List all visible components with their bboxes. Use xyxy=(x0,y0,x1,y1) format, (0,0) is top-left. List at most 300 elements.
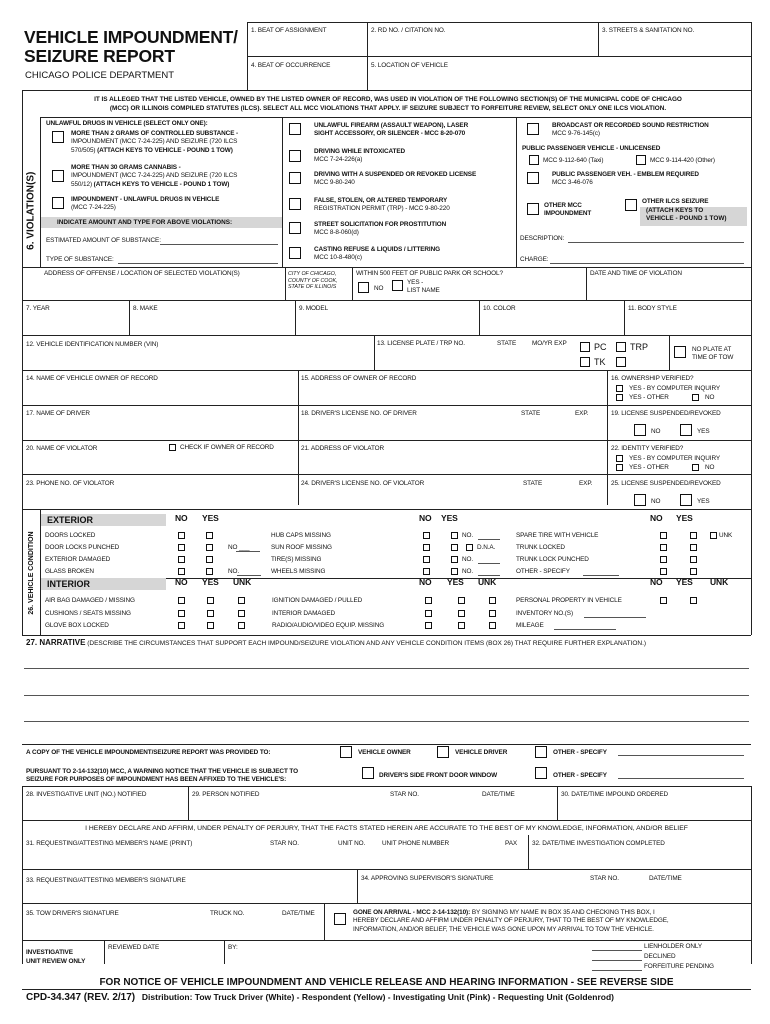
dna-label: D.N.A. xyxy=(477,544,496,551)
divider xyxy=(129,300,130,335)
condition-checkbox[interactable] xyxy=(206,544,213,551)
divider xyxy=(40,509,41,635)
divider xyxy=(40,117,41,267)
condition-checkbox[interactable] xyxy=(451,544,458,551)
condition-item-trunk-punched: TRUNK LOCK PUNCHED xyxy=(516,556,589,563)
condition-item-door-locks: DOOR LOCKS PUNCHED xyxy=(45,544,120,551)
condition-checkbox[interactable] xyxy=(458,597,465,604)
allegation-text: IT IS ALLEGED THAT THE LISTED VEHICLE, OWNED BY THE LISTED OWNER OF RECORD, WAS USED IN VIOLATION OF THE FOLLOWING SECTION(S) OF THE MUNICIPAL CODE OF CHICAGO (MCC) OR ILLINOIS COMPILED STATUTES (ILCS). SELECT ALL MCC VIOLATIONS THAT APPLY. IF SEIZURE SUBJECT TO FORFEITURE REVIEW, SELECT ONLY ONE ILCS VIOLATION. xyxy=(94,96,682,112)
condition-item-radio: RADIO/AUDIO/VIDEO EQUIP. MISSING xyxy=(272,622,385,629)
member-pax-field[interactable]: PAX xyxy=(505,840,518,847)
copy-other-line xyxy=(618,755,744,756)
tk-other-checkbox[interactable] xyxy=(616,357,626,367)
wheels-no-note: NO. xyxy=(462,568,474,575)
door-locks-no-note: NO ___ xyxy=(228,544,250,551)
condition-item-doors: DOORS LOCKED xyxy=(45,532,96,539)
condition-checkbox[interactable] xyxy=(423,544,430,551)
divider xyxy=(528,835,529,869)
condition-item-cushions: CUSHIONS / SEATS MISSING xyxy=(45,610,131,617)
dui-label: DRIVING WHILE INTOXICATED MCC 7-24-226(a) xyxy=(314,148,405,164)
drugs-heading: UNLAWFUL DRUGS IN VEHICLE (SELECT ONLY ONE): xyxy=(46,120,208,127)
condition-checkbox[interactable] xyxy=(690,568,697,575)
divider xyxy=(367,22,368,90)
ownership-no-checkbox[interactable] xyxy=(692,394,699,401)
copy-driver-checkbox[interactable] xyxy=(437,746,449,758)
color-field[interactable]: 10. COLOR xyxy=(483,305,516,312)
violator-suspended-no-label: NO xyxy=(651,498,661,505)
license-suspended-no-checkbox[interactable] xyxy=(634,424,646,436)
plate-state-field[interactable]: STATE xyxy=(497,340,517,347)
no-plate-label: NO PLATE AT TIME OF TOW xyxy=(692,346,734,361)
blank-line xyxy=(478,575,500,576)
condition-checkbox[interactable] xyxy=(178,532,185,539)
condition-checkbox[interactable] xyxy=(451,556,458,563)
condition-checkbox[interactable] xyxy=(458,622,465,629)
narrative-heading: 27. NARRATIVE (DESCRIBE THE CIRCUMSTANCES THAT SUPPORT EACH IMPOUND/SEIZURE VIOLATION AND ANY VEHICLE CONDITION ITEMS (BOX 26) THAT REQUIRE FURTHER EXPLANATION.) xyxy=(26,638,647,647)
condition-checkbox[interactable] xyxy=(206,556,213,563)
copy-owner-checkbox[interactable] xyxy=(340,746,352,758)
condition-item-trunk-locked: TRUNK LOCKED xyxy=(516,544,565,551)
copy-other-label: OTHER - SPECIFY xyxy=(553,749,607,756)
column-header-unk: UNK xyxy=(478,577,497,587)
reviewed-date-field[interactable]: REVIEWED DATE xyxy=(108,944,160,951)
divider xyxy=(22,90,23,635)
interior-heading: INTERIOR xyxy=(41,578,166,590)
condition-item-mileage: MILEAGE xyxy=(516,622,544,629)
prostitution-checkbox[interactable] xyxy=(289,222,301,234)
littering-checkbox[interactable] xyxy=(289,247,301,259)
supervisor-signature-field[interactable]: 34. APPROVING SUPERVISOR'S SIGNATURE xyxy=(361,875,494,882)
check-owner-label: CHECK IF OWNER OF RECORD xyxy=(180,444,274,451)
supervisor-datetime-field[interactable]: DATE/TIME xyxy=(649,875,682,882)
copy-owner-label: VEHICLE OWNER xyxy=(358,749,411,756)
divider xyxy=(188,786,189,820)
condition-checkbox[interactable] xyxy=(238,597,245,604)
column-header-no: NO xyxy=(650,513,663,523)
body-style-field[interactable]: 11. BODY STYLE xyxy=(628,305,677,312)
cannabis-label: MORE THAN 30 GRAMS CANNABIS - IMPOUNDMENT (MCC 7-24-225) AND SEIZURE (720 ILCS 550/12) (ATTACH KEYS TO VEHICLE - POUND 1 TOW) xyxy=(71,164,238,188)
check-owner-checkbox[interactable] xyxy=(169,444,176,451)
condition-checkbox[interactable] xyxy=(425,597,432,604)
controlled-substance-checkbox[interactable] xyxy=(52,131,64,143)
divider xyxy=(607,370,608,505)
condition-checkbox[interactable] xyxy=(178,544,185,551)
taxi-label: MCC 9-112-640 (Taxi) xyxy=(543,157,604,164)
condition-checkbox[interactable] xyxy=(690,597,697,604)
driver-license-state[interactable]: STATE xyxy=(521,410,541,417)
license-plate-field[interactable]: 13. LICENSE PLATE / TRP NO. xyxy=(377,340,465,347)
other-mcc-label: OTHER MCC IMPOUNDMENT xyxy=(544,202,592,218)
forfeiture-label: FORFEITURE PENDING xyxy=(644,963,714,970)
divider xyxy=(357,869,358,903)
tires-no-note: NO. xyxy=(462,556,474,563)
vin-field[interactable]: 12. VEHICLE IDENTIFICATION NUMBER (VIN) xyxy=(26,341,159,348)
condition-item-personal: PERSONAL PROPERTY IN VEHICLE xyxy=(516,597,622,604)
door-window-label: DRIVER'S SIDE FRONT DOOR WINDOW xyxy=(379,772,498,779)
pc-label: PC xyxy=(594,342,607,352)
divider xyxy=(374,335,375,370)
condition-checkbox[interactable] xyxy=(660,556,667,563)
blank-line xyxy=(237,575,261,576)
charge-line xyxy=(550,263,744,264)
ownership-yes-other-checkbox[interactable] xyxy=(616,394,623,401)
violator-suspended-yes-label: YES xyxy=(697,498,710,505)
exterior-heading: EXTERIOR xyxy=(41,514,166,526)
condition-item-tires: TIRE(S) MISSING xyxy=(271,556,322,563)
condition-checkbox[interactable] xyxy=(489,597,496,604)
divider xyxy=(586,267,587,300)
identity-yes-other-label: YES - OTHER xyxy=(629,464,669,471)
trp-label: TRP xyxy=(630,342,648,352)
condition-checkbox[interactable] xyxy=(206,568,213,575)
type-of-substance-field[interactable]: TYPE OF SUBSTANCE: xyxy=(46,256,114,263)
park-no-checkbox[interactable] xyxy=(358,282,369,293)
form-title: VEHICLE IMPOUNDMENT/ SEIZURE REPORT xyxy=(24,27,238,66)
condition-checkbox[interactable] xyxy=(425,622,432,629)
beat-of-assignment-field[interactable]: 1. BEAT OF ASSIGNMENT xyxy=(251,27,327,34)
member-name-field[interactable]: 31. REQUESTING/ATTESTING MEMBER'S NAME (PRINT) xyxy=(26,840,193,847)
firearm-label: UNLAWFUL FIREARM (ASSAULT WEAPON), LASER SIGHT ACCESSORY, OR SILENCER - MCC 8-20-070 xyxy=(314,122,469,138)
condition-checkbox[interactable] xyxy=(660,568,667,575)
driver-license-field[interactable]: 18. DRIVER'S LICENSE NO. OF DRIVER xyxy=(301,410,417,417)
location-of-vehicle-field[interactable]: 5. LOCATION OF VEHICLE xyxy=(371,62,448,69)
blank-line xyxy=(554,629,616,630)
member-star-field[interactable]: STAR NO. xyxy=(270,840,299,847)
violator-phone-field[interactable]: 23. PHONE NO. OF VIOLATOR xyxy=(26,480,115,487)
violations-section-label: 6. VIOLATION(S) xyxy=(25,171,37,250)
tow-datetime-field[interactable]: DATE/TIME xyxy=(282,910,315,917)
divider xyxy=(22,474,751,475)
false-trp-checkbox[interactable] xyxy=(289,198,301,210)
unlawful-drugs-label: IMPOUNDMENT - UNLAWFUL DRUGS IN VEHICLE (MCC 7-24-225) xyxy=(71,196,220,212)
condition-checkbox[interactable] xyxy=(178,597,185,604)
column-header-yes: YES xyxy=(676,513,693,523)
condition-checkbox[interactable] xyxy=(423,532,430,539)
tow-driver-signature-field[interactable]: 35. TOW DRIVER'S SIGNATURE xyxy=(26,910,119,917)
violator-suspended-label: 25. LICENSE SUSPENDED/REVOKED xyxy=(611,480,721,487)
divider xyxy=(282,117,283,267)
amount-heading: INDICATE AMOUNT AND TYPE FOR ABOVE VIOLATIONS: xyxy=(41,217,282,228)
copy-driver-label: VEHICLE DRIVER xyxy=(455,749,508,756)
dui-checkbox[interactable] xyxy=(289,150,301,162)
rd-citation-field[interactable]: 2. RD NO. / CITATION NO. xyxy=(371,27,446,34)
blank-line xyxy=(236,551,260,552)
identity-no-checkbox[interactable] xyxy=(692,464,699,471)
controlled-substance-label: MORE THAN 2 GRAMS OF CONTROLLED SUBSTANCE - IMPOUNDMENT (MCC 7-24-225) AND SEIZURE (720 ILCS 570/505) (ATTACH KEYS TO VEHICLE - POUND 1 TOW) xyxy=(71,130,239,154)
divider xyxy=(285,267,286,300)
condition-item-int-damaged: INTERIOR DAMAGED xyxy=(272,610,336,617)
divider xyxy=(22,820,751,821)
divider xyxy=(22,903,751,904)
divider xyxy=(295,300,296,335)
condition-checkbox[interactable] xyxy=(207,597,214,604)
ownership-verified-label: 16. OWNERSHIP VERIFIED? xyxy=(611,375,694,382)
suspended-license-checkbox[interactable] xyxy=(289,172,301,184)
divider xyxy=(22,509,751,510)
divider xyxy=(247,22,751,23)
ownership-no-label: NO xyxy=(705,394,715,401)
tk-checkbox[interactable] xyxy=(580,357,590,367)
divider xyxy=(669,335,670,370)
divider xyxy=(104,940,105,964)
condition-item-wheels: WHEELS MISSING xyxy=(271,568,326,575)
spare-unk-checkbox[interactable] xyxy=(710,532,717,539)
violator-license-field[interactable]: 24. DRIVER'S LICENSE NO. OF VIOLATOR xyxy=(301,480,425,487)
sound-restriction-label: BROADCAST OR RECORDED SOUND RESTRICTION MCC 9-76-145(c) xyxy=(552,122,709,138)
park-yes-label: YES - LIST NAME xyxy=(407,279,440,294)
violator-name-field[interactable]: 20. NAME OF VIOLATOR xyxy=(26,445,98,452)
forfeiture-line xyxy=(592,970,642,971)
violator-address-field[interactable]: 21. ADDRESS OF VIOLATOR xyxy=(301,445,385,452)
divider xyxy=(22,744,751,745)
identity-yes-ci-label: YES - BY COMPUTER INQUIRY xyxy=(629,455,721,462)
model-field[interactable]: 9. MODEL xyxy=(299,305,329,312)
narrative-line xyxy=(24,695,749,696)
identity-yes-other-checkbox[interactable] xyxy=(616,464,623,471)
affixed-other-line xyxy=(618,778,744,779)
member-signature-field[interactable]: 33. REQUESTING/ATTESTING MEMBER'S SIGNATURE xyxy=(26,877,186,884)
column-header-yes: YES xyxy=(202,513,219,523)
divider xyxy=(352,267,353,300)
condition-checkbox[interactable] xyxy=(207,610,214,617)
condition-checkbox[interactable] xyxy=(425,610,432,617)
driver-name-field[interactable]: 17. NAME OF DRIVER xyxy=(26,410,90,417)
divider xyxy=(22,267,751,268)
supervisor-star-field[interactable]: STAR NO. xyxy=(590,875,619,882)
column-header-no: NO xyxy=(419,577,432,587)
narrative-line xyxy=(24,668,749,669)
condition-checkbox[interactable] xyxy=(238,610,245,617)
suspended-license-label: DRIVING WITH A SUSPENDED OR REVOKED LICENSE MCC 9-80-240 xyxy=(314,171,477,187)
description-field[interactable]: DESCRIPTION: xyxy=(520,235,565,242)
false-trp-label: FALSE, STOLEN, OR ALTERED TEMPORARY REGISTRATION PERMIT (TRP) - MCC 9-80-220 xyxy=(314,197,450,213)
owner-address-field[interactable]: 15. ADDRESS OF OWNER OF RECORD xyxy=(301,375,417,382)
condition-checkbox[interactable] xyxy=(178,556,185,563)
condition-section-label: 26. VEHICLE CONDITION xyxy=(27,531,35,615)
column-header-no: NO xyxy=(175,577,188,587)
divider xyxy=(22,370,751,371)
divider xyxy=(22,300,751,301)
narrative-line xyxy=(24,721,749,722)
spare-unk-label: UNK xyxy=(719,532,733,539)
unlawful-drugs-checkbox[interactable] xyxy=(52,197,64,209)
littering-label: CASTING REFUSE & LIQUIDS / LITTERING MCC 10-8-480(c) xyxy=(314,246,440,262)
condition-checkbox[interactable] xyxy=(178,610,185,617)
ownership-yes-ci-label: YES - BY COMPUTER INQUIRY xyxy=(629,385,721,392)
condition-checkbox[interactable] xyxy=(178,568,185,575)
blank-line xyxy=(478,539,500,540)
other-ilcs-checkbox[interactable] xyxy=(625,199,637,211)
other-mcc-checkbox[interactable] xyxy=(527,203,539,215)
member-unit-field[interactable]: UNIT NO. xyxy=(338,840,366,847)
park-yes-checkbox[interactable] xyxy=(392,280,403,291)
pursuant-text: PURSUANT TO 2-14-132(10) MCC, A WARNING NOTICE THAT THE VEHICLE IS SUBJECT TO SEIZURE FOR PURPOSES OF IMPOUNDMENT HAS BEEN AFFIXED TO THE VEHICLE'S: xyxy=(26,768,298,784)
license-suspended-no-label: NO xyxy=(651,428,661,435)
no-plate-checkbox[interactable] xyxy=(674,346,686,358)
divider xyxy=(224,940,225,964)
ownership-yes-ci-checkbox[interactable] xyxy=(616,385,623,392)
column-header-unk: UNK xyxy=(710,577,729,587)
license-suspended-label: 19. LICENSE SUSPENDED/REVOKED xyxy=(611,410,721,417)
condition-checkbox[interactable] xyxy=(178,622,185,629)
divider xyxy=(22,440,751,441)
dna-checkbox[interactable] xyxy=(466,544,473,551)
estimated-amount-field[interactable]: ESTIMATED AMOUNT OF SUBSTANCE: xyxy=(46,237,161,244)
column-header-no: NO xyxy=(650,577,663,587)
trp-checkbox[interactable] xyxy=(616,342,626,352)
streets-sanitation-field[interactable]: 3. STREETS & SANITATION NO. xyxy=(602,27,695,34)
divider xyxy=(22,786,23,964)
identity-yes-ci-checkbox[interactable] xyxy=(616,455,623,462)
divider xyxy=(40,117,751,118)
tk-label: TK xyxy=(594,357,606,367)
firearm-checkbox[interactable] xyxy=(289,123,301,135)
notified-datetime-field[interactable]: DATE/TIME xyxy=(482,791,515,798)
column-header-yes: YES xyxy=(447,577,464,587)
condition-checkbox[interactable] xyxy=(690,544,697,551)
emblem-checkbox[interactable] xyxy=(527,172,539,184)
condition-checkbox[interactable] xyxy=(489,622,496,629)
condition-item-inventory: INVENTORY NO.(S) xyxy=(516,610,573,617)
declined-label: DECLINED xyxy=(644,953,676,960)
offense-address-field[interactable]: ADDRESS OF OFFENSE / LOCATION OF SELECTED VIOLATION(S) xyxy=(44,270,240,277)
condition-checkbox[interactable] xyxy=(660,532,667,539)
divider xyxy=(751,22,752,90)
pc-checkbox[interactable] xyxy=(580,342,590,352)
condition-checkbox[interactable] xyxy=(451,532,458,539)
driver-license-exp[interactable]: EXP. xyxy=(575,410,589,417)
lienholder-line xyxy=(592,950,642,951)
condition-checkbox[interactable] xyxy=(690,556,697,563)
park-school-question: WITHIN 500 FEET OF PUBLIC PARK OR SCHOOL? xyxy=(356,270,503,277)
sound-restriction-checkbox[interactable] xyxy=(527,123,539,135)
column-header-no: NO xyxy=(419,513,432,523)
other-ilcs-label: OTHER ILCS SEIZURE xyxy=(642,198,709,205)
person-notified-field[interactable]: 29. PERSON NOTIFIED xyxy=(192,791,260,798)
condition-item-glovebox: GLOVE BOX LOCKED xyxy=(45,622,109,629)
narrative-area[interactable] xyxy=(22,648,751,744)
beat-of-occurrence-field[interactable]: 4. BEAT OF OCCURRENCE xyxy=(251,62,331,69)
impound-ordered-field[interactable]: 30. DATE/TIME IMPOUND ORDERED xyxy=(561,791,669,798)
column-header-unk: UNK xyxy=(233,577,252,587)
column-header-yes: YES xyxy=(676,577,693,587)
form-number: CPD-34.347 (REV. 2/17) Distribution: Tow Truck Driver (White) - Respondent (Yellow) - Investigating Unit (Pink) - Requesting Unit (Goldenrod) xyxy=(26,992,614,1003)
door-window-checkbox[interactable] xyxy=(362,767,374,779)
make-field[interactable]: 8. MAKE xyxy=(133,305,158,312)
hub-no-note: NO. xyxy=(462,532,474,539)
copy-provided-label: A COPY OF THE VEHICLE IMPOUNDMENT/SEIZURE REPORT WAS PROVIDED TO: xyxy=(26,749,271,756)
divider xyxy=(298,370,299,505)
divider xyxy=(598,22,599,56)
identity-verified-label: 22. IDENTITY VERIFIED? xyxy=(611,445,684,452)
member-phone-field[interactable]: UNIT PHONE NUMBER xyxy=(382,840,450,847)
ownership-yes-other-label: YES - OTHER xyxy=(629,394,669,401)
violation-datetime-field[interactable]: DATE AND TIME OF VIOLATION xyxy=(590,270,682,277)
condition-checkbox[interactable] xyxy=(458,610,465,617)
condition-item-other-specify: OTHER - SPECIFY xyxy=(516,568,570,575)
divider xyxy=(751,90,752,635)
unlicensed-heading: PUBLIC PASSENGER VEHICLE - UNLICENSED xyxy=(522,145,661,152)
divider xyxy=(751,786,752,964)
investigation-completed-field[interactable]: 32. DATE/TIME INVESTIGATION COMPLETED xyxy=(532,840,665,847)
taxi-checkbox[interactable] xyxy=(529,155,539,165)
condition-checkbox[interactable] xyxy=(660,544,667,551)
divider xyxy=(22,786,751,787)
notice-banner: FOR NOTICE OF VEHICLE IMPOUNDMENT AND VEHICLE RELEASE AND HEARING INFORMATION - SEE REVERSE SIDE xyxy=(99,977,674,988)
blank-line xyxy=(583,575,619,576)
cannabis-checkbox[interactable] xyxy=(52,170,64,182)
divider xyxy=(22,405,751,406)
owner-name-field[interactable]: 14. NAME OF VEHICLE OWNER OF RECORD xyxy=(26,375,158,382)
divider xyxy=(22,989,751,990)
declined-line xyxy=(592,960,642,961)
gone-on-arrival-checkbox[interactable] xyxy=(334,913,346,925)
plate-exp-field[interactable]: MO/YR EXP xyxy=(532,340,567,347)
investigative-unit-field[interactable]: 28. INVESTIGATIVE UNIT (NO.) NOTIFIED xyxy=(26,791,147,798)
reviewed-by-field[interactable]: BY: xyxy=(228,944,238,951)
column-header-no: NO xyxy=(175,513,188,523)
divider xyxy=(247,56,751,57)
city-label: CITY OF CHICAGO, COUNTY OF COOK, STATE OF ILLINOIS xyxy=(288,271,338,290)
charge-field[interactable]: CHARGE: xyxy=(520,256,549,263)
truck-no-field[interactable]: TRUCK NO. xyxy=(210,910,245,917)
park-no-label: NO xyxy=(374,285,384,292)
condition-item-airbag: AIR BAG DAMAGED / MISSING xyxy=(45,597,135,604)
department-name: CHICAGO POLICE DEPARTMENT xyxy=(25,70,175,81)
copy-other-checkbox[interactable] xyxy=(535,746,547,758)
type-line xyxy=(118,263,278,264)
violator-suspended-no-checkbox[interactable] xyxy=(634,494,646,506)
condition-checkbox[interactable] xyxy=(451,568,458,575)
divider xyxy=(22,335,751,336)
condition-item-ignition: IGNITION DAMAGED / PULLED xyxy=(272,597,363,604)
violator-suspended-yes-checkbox[interactable] xyxy=(680,494,692,506)
violator-license-state[interactable]: STATE xyxy=(523,480,543,487)
divider xyxy=(22,869,751,870)
other-ilcs-keys: (ATTACH KEYS TO VEHICLE - POUND 1 TOW) xyxy=(640,207,747,226)
identity-no-label: NO xyxy=(705,464,715,471)
condition-checkbox[interactable] xyxy=(206,532,213,539)
divider xyxy=(324,903,325,940)
blank-line xyxy=(478,563,500,564)
condition-checkbox[interactable] xyxy=(207,622,214,629)
divider xyxy=(516,117,517,267)
condition-checkbox[interactable] xyxy=(423,556,430,563)
condition-item-spare: SPARE TIRE WITH VEHICLE xyxy=(516,532,599,539)
affixed-other-checkbox[interactable] xyxy=(535,767,547,779)
condition-checkbox[interactable] xyxy=(690,532,697,539)
prostitution-label: STREET SOLICITATION FOR PROSTITUTION MCC 8-8-060(d) xyxy=(314,221,447,237)
year-field[interactable]: 7. YEAR xyxy=(26,305,50,312)
other-public-checkbox[interactable] xyxy=(636,155,646,165)
lienholder-label: LIENHOLDER ONLY xyxy=(644,943,703,950)
condition-item-hub: HUB CAPS MISSING xyxy=(271,532,331,539)
notified-star-field[interactable]: STAR NO. xyxy=(390,791,419,798)
condition-checkbox[interactable] xyxy=(238,622,245,629)
divider xyxy=(557,786,558,820)
description-line xyxy=(568,242,744,243)
divider xyxy=(479,300,480,335)
license-suspended-yes-checkbox[interactable] xyxy=(680,424,692,436)
divider xyxy=(624,300,625,335)
condition-checkbox[interactable] xyxy=(423,568,430,575)
violator-license-exp[interactable]: EXP. xyxy=(579,480,593,487)
license-suspended-yes-label: YES xyxy=(697,428,710,435)
condition-checkbox[interactable] xyxy=(660,597,667,604)
affixed-other-label: OTHER - SPECIFY xyxy=(553,772,607,779)
condition-checkbox[interactable] xyxy=(489,610,496,617)
condition-item-sunroof: SUN ROOF MISSING xyxy=(271,544,332,551)
